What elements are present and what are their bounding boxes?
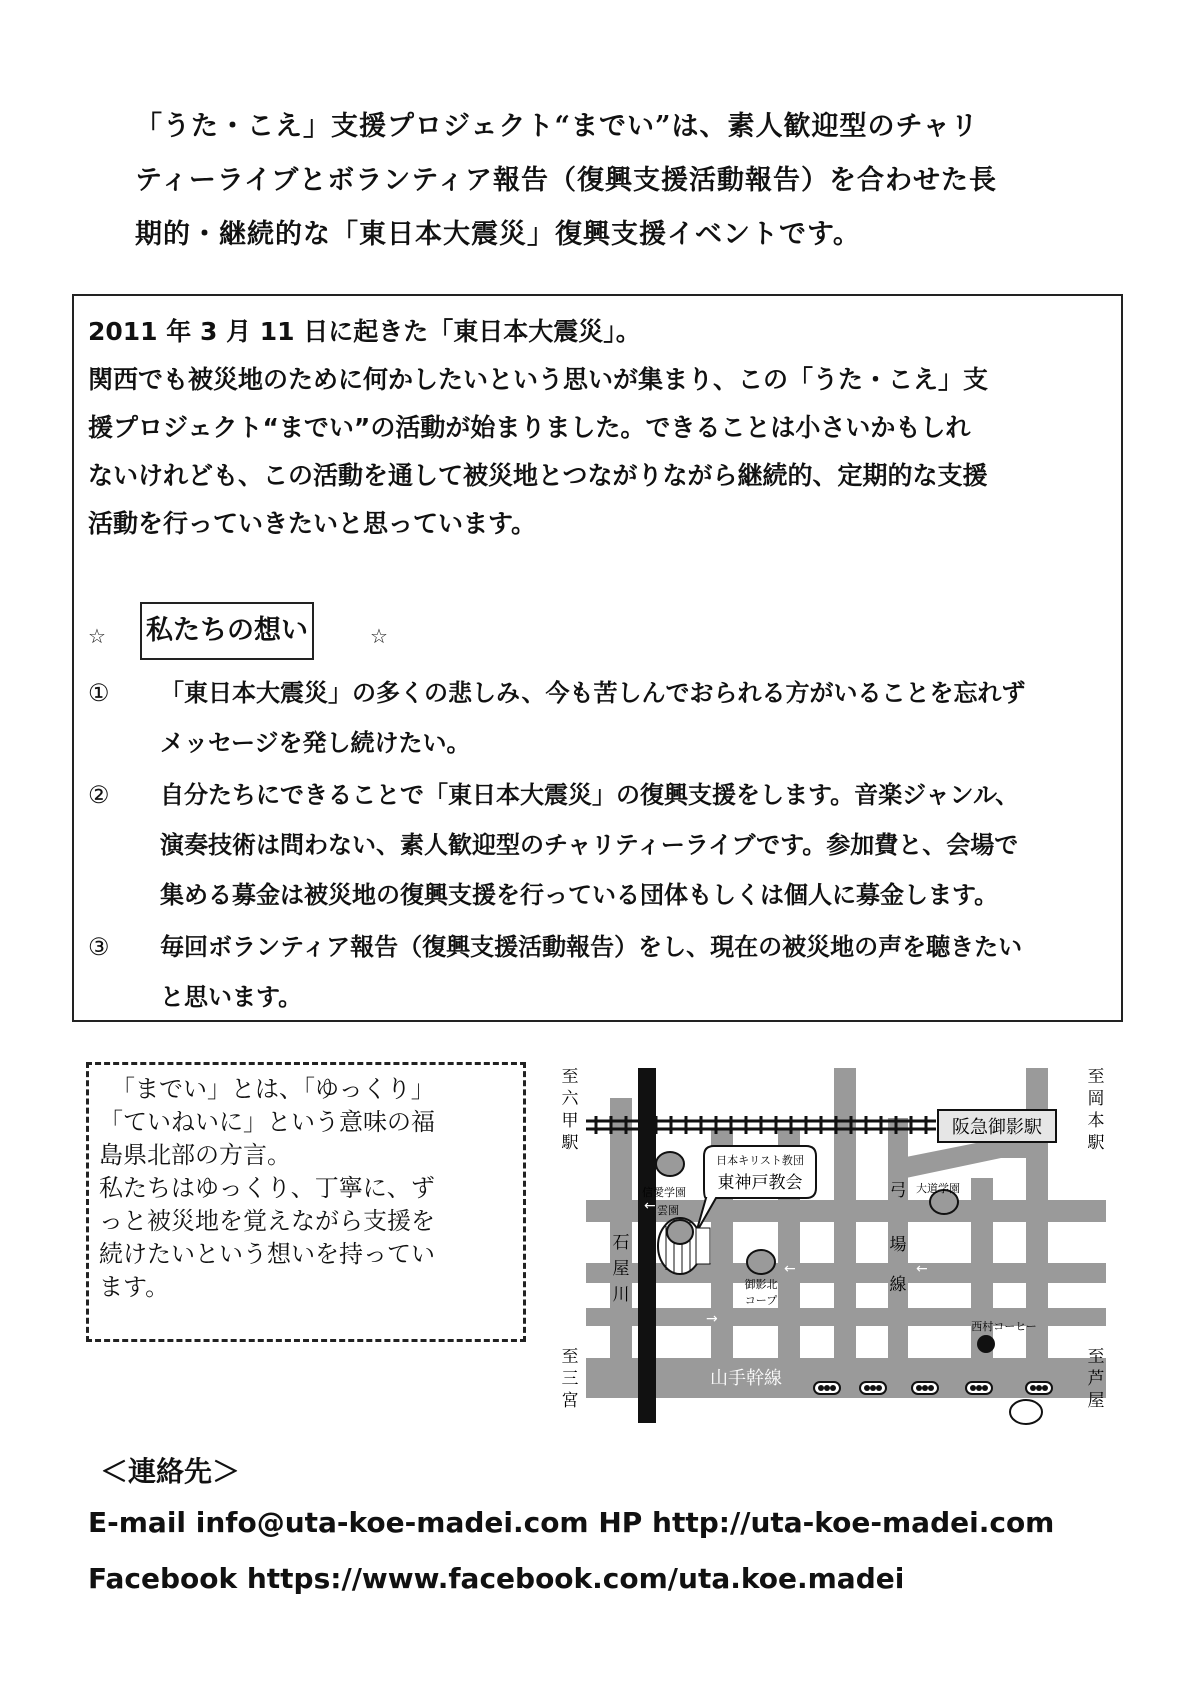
item-line: 「東日本大震災」の多くの悲しみ、今も苦しんでおられる方がいることを忘れず [160, 678, 1026, 707]
map-direction-label: 本 [1087, 1111, 1105, 1131]
river-label: 屋 [612, 1259, 630, 1279]
section-heading-row [88, 602, 488, 662]
contact-facebook[interactable]: Facebook https://www.facebook.com/uta.koe.madei [88, 1562, 905, 1595]
project-description-box [72, 294, 1123, 1022]
intro-line: 期的・継続的な「東日本大震災」復興支援イベントです。 [135, 219, 861, 250]
church-name-label: 東神戸教会 [717, 1173, 803, 1193]
contact-email-hp[interactable]: E-mail info@uta-koe-madei.com HP http://uta-koe-madei.com [88, 1506, 1055, 1539]
list-item [88, 922, 1118, 1022]
contact-heading: ＜連絡先＞ [100, 1455, 241, 1488]
star-icon: ☆ [88, 624, 106, 648]
arrow-left-icon: ← [916, 1261, 928, 1277]
map-road [901, 1138, 1026, 1178]
section-heading: 私たちの想い [140, 602, 314, 660]
map-direction-label: 宮 [561, 1391, 579, 1411]
item-line: と思います。 [160, 982, 303, 1011]
note-line: 島県北部の方言。 [99, 1141, 291, 1169]
list-item [88, 770, 1118, 920]
note-line: 「ていねいに」という意味の福 [99, 1108, 435, 1136]
map-direction-label: 駅 [1087, 1133, 1105, 1153]
note-line: 続けたいという想いを持ってい [99, 1240, 435, 1268]
note-line: 「までい」とは、「ゆっくり」 [99, 1075, 435, 1103]
road-label: 山手幹線 [710, 1368, 782, 1389]
map-direction-label: 三 [561, 1369, 579, 1389]
arrow-left-icon: ← [644, 1198, 656, 1214]
lead-text [88, 308, 1108, 548]
landmark-marker [1010, 1400, 1042, 1424]
road-label: 場 [889, 1235, 907, 1255]
map-direction-label: 岡 [1087, 1089, 1105, 1109]
map-direction-label: 至 [1087, 1347, 1105, 1367]
map-direction-label: 至 [561, 1347, 579, 1367]
item-number: ② [88, 781, 110, 809]
map-direction-label: 芦 [1087, 1369, 1105, 1389]
star-icon: ☆ [370, 624, 388, 648]
river-label: 川 [612, 1285, 630, 1305]
arrow-right-icon: → [706, 1311, 718, 1327]
road-label: 線 [889, 1275, 907, 1295]
intro-line: 「うた・こえ」支援プロジェクト“までい”は、素人歓迎型のチャリ [135, 111, 979, 142]
traffic-signal-icon [860, 1382, 886, 1394]
landmark-label: 西村コーヒー [971, 1320, 1037, 1333]
church-org-label: 日本キリスト教団 [716, 1154, 804, 1167]
lead-line: 援プロジェクト“までい”の活動が始まりました。できることは小さいかもしれ [88, 413, 971, 442]
traffic-signal-icon [1026, 1382, 1052, 1394]
item-line: メッセージを発し続けたい。 [160, 728, 471, 757]
river-label: 石 [612, 1233, 630, 1253]
arrow-left-icon: ← [784, 1261, 796, 1277]
item-number: ① [88, 679, 110, 707]
landmark-label: 大道学園 [916, 1182, 960, 1195]
item-line: 演奏技術は問わない、素人歓迎型のチャリティーライブです。参加費と、会場で [160, 830, 1019, 859]
thoughts-list [88, 668, 1118, 1022]
item-line: 自分たちにできることで「東日本大震災」の復興支援をします。音楽ジャンル、 [160, 780, 1020, 809]
intro-paragraph [135, 100, 1095, 262]
note-line: ます。 [99, 1273, 170, 1301]
item-line: 毎回ボランティア報告（復興支援活動報告）をし、現在の被災地の声を聴きたい [160, 932, 1023, 961]
map-direction-label: 屋 [1087, 1391, 1105, 1411]
note-line: 私たちはゆっくり、丁寧に、ず [99, 1174, 435, 1202]
lead-line: 2011 年 3 月 11 日に起きた「東日本大震災」。 [88, 317, 641, 346]
note-line: っと被災地を覚えながら支援を [99, 1207, 435, 1235]
access-map [556, 1058, 1116, 1428]
road-label: 弓 [889, 1181, 907, 1201]
map-direction-label: 至 [1087, 1067, 1105, 1087]
item-number: ③ [88, 933, 110, 961]
lead-line: 関西でも被災地のために何かしたいという思いが集まり、この「うた・こえ」支 [88, 365, 989, 394]
landmark-label: コープ [744, 1294, 778, 1307]
station-label: 阪急御影駅 [952, 1117, 1042, 1138]
intro-line: ティーライブとボランティア報告（復興支援活動報告）を合わせた長 [135, 165, 998, 196]
item-line: 集める募金は被災地の復興支援を行っている団体もしくは個人に募金します。 [160, 880, 999, 909]
landmark-marker [747, 1250, 775, 1274]
madei-meaning-note [86, 1062, 526, 1342]
landmark-marker [977, 1335, 995, 1353]
lead-line: ないけれども、この活動を通して被災地とつながりながら継続的、定期的な支援 [88, 461, 988, 490]
traffic-signal-icon [814, 1382, 840, 1394]
map-direction-label: 至 [561, 1067, 579, 1087]
traffic-signal-icon [912, 1382, 938, 1394]
landmark-label: 雲園 [657, 1204, 679, 1217]
list-item [88, 668, 1118, 768]
map-direction-label: 駅 [561, 1133, 579, 1153]
landmark-label: 御影北 [744, 1278, 778, 1291]
landmark-marker [667, 1220, 693, 1244]
traffic-signal-icon [966, 1382, 992, 1394]
map-direction-label: 六 [561, 1089, 579, 1109]
map-direction-label: 甲 [561, 1111, 579, 1131]
lead-line: 活動を行っていきたいと思っています。 [88, 509, 537, 538]
landmark-label: 信愛学園 [642, 1186, 686, 1199]
landmark-marker [656, 1152, 684, 1176]
